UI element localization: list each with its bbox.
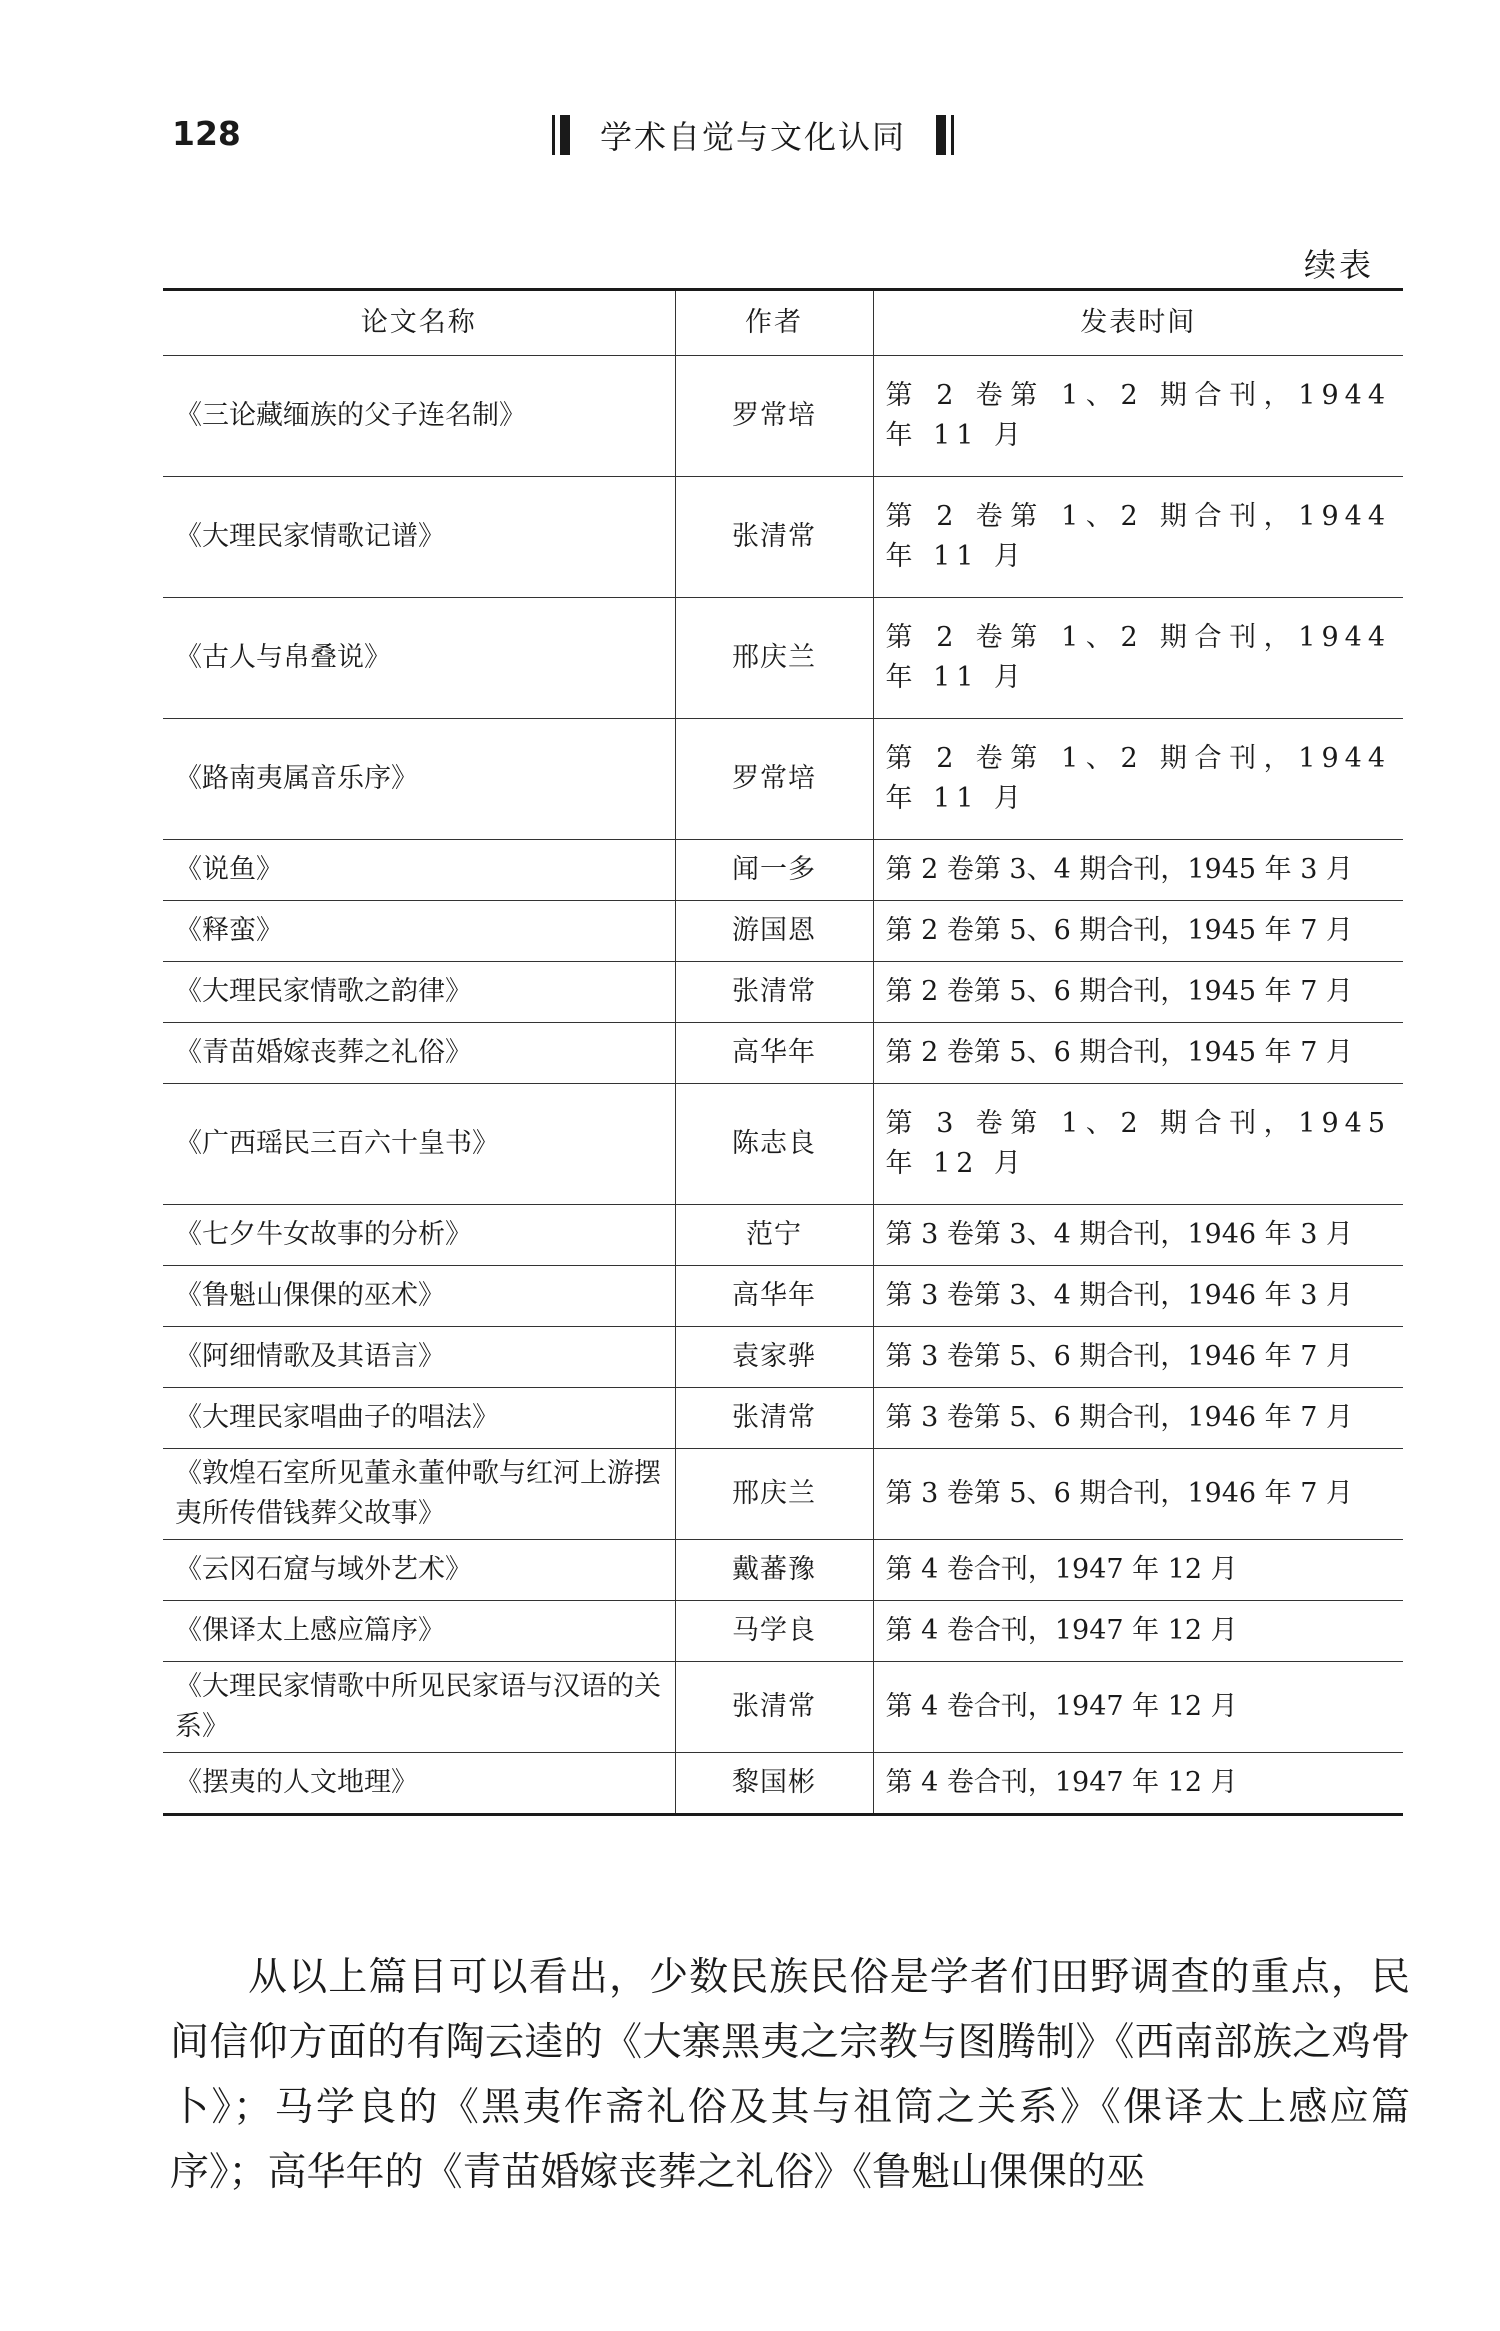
paper-author: 高华年 bbox=[675, 1266, 873, 1327]
paper-title: 《广西瑶民三百六十皇书》 bbox=[163, 1084, 675, 1205]
paper-published: 第 3 卷第 3、4 期合刊，1946 年 3 月 bbox=[873, 1205, 1403, 1266]
running-title: 学术自觉与文化认同 bbox=[600, 118, 907, 156]
paper-title: 《释蛮》 bbox=[163, 901, 675, 962]
table-row bbox=[163, 1388, 1403, 1449]
paper-author: 游国恩 bbox=[675, 901, 873, 962]
paper-published: 第 3 卷第 5、6 期合刊，1946 年 7 月 bbox=[873, 1449, 1403, 1540]
paper-title: 《大理民家情歌记谱》 bbox=[163, 477, 675, 598]
table-row bbox=[163, 1753, 1403, 1815]
paper-author: 罗常培 bbox=[675, 719, 873, 840]
papers-table bbox=[163, 288, 1403, 1816]
paper-author: 邢庆兰 bbox=[675, 1449, 873, 1540]
paper-author: 张清常 bbox=[675, 962, 873, 1023]
column-header-author: 作者 bbox=[675, 290, 873, 356]
paper-author: 黎国彬 bbox=[675, 1753, 873, 1815]
body-paragraph: 从以上篇目可以看出，少数民族民俗是学者们田野调查的重点，民间信仰方面的有陶云逵的《大寨黑夷之宗教与图腾制》《西南部族之鸡骨卜》；马学良的《黑夷作斋礼俗及其与祖筒之关系》《倮译太上感应篇序》；高华年的《青苗婚嫁丧葬之礼俗》《鲁魁山倮倮的巫 bbox=[170, 1955, 1410, 2195]
paper-author: 范宁 bbox=[675, 1205, 873, 1266]
table-row bbox=[163, 1601, 1403, 1662]
paper-title: 《大理民家唱曲子的唱法》 bbox=[163, 1388, 675, 1449]
paper-author: 陈志良 bbox=[675, 1084, 873, 1205]
paper-title: 《路南夷属音乐序》 bbox=[163, 719, 675, 840]
paper-author: 马学良 bbox=[675, 1601, 873, 1662]
paper-author: 闻一多 bbox=[675, 840, 873, 901]
table-row bbox=[163, 840, 1403, 901]
table-row bbox=[163, 962, 1403, 1023]
table-row bbox=[163, 1023, 1403, 1084]
paper-title: 《倮译太上感应篇序》 bbox=[163, 1601, 675, 1662]
table-row bbox=[163, 1540, 1403, 1601]
page-header bbox=[0, 110, 1500, 170]
table-row bbox=[163, 1084, 1403, 1205]
paper-published: 第 2 卷第 1、2 期合刊，1944 年 11 月 bbox=[873, 719, 1403, 840]
running-title-block bbox=[552, 110, 954, 160]
paper-published: 第 2 卷第 5、6 期合刊，1945 年 7 月 bbox=[873, 1023, 1403, 1084]
paper-title: 《古人与帛叠说》 bbox=[163, 598, 675, 719]
table-row bbox=[163, 356, 1403, 477]
table-row bbox=[163, 1662, 1403, 1753]
paper-published: 第 3 卷第 1、2 期合刊，1945 年 12 月 bbox=[873, 1084, 1403, 1205]
table-row bbox=[163, 598, 1403, 719]
paper-published: 第 4 卷合刊，1947 年 12 月 bbox=[873, 1753, 1403, 1815]
column-header-title: 论文名称 bbox=[163, 290, 675, 356]
paper-published: 第 3 卷第 3、4 期合刊，1946 年 3 月 bbox=[873, 1266, 1403, 1327]
paper-published: 第 4 卷合刊，1947 年 12 月 bbox=[873, 1601, 1403, 1662]
paper-author: 张清常 bbox=[675, 1662, 873, 1753]
paper-published: 第 4 卷合刊，1947 年 12 月 bbox=[873, 1662, 1403, 1753]
table-header-row bbox=[163, 290, 1403, 356]
body-text bbox=[170, 1945, 1410, 2205]
table-row bbox=[163, 901, 1403, 962]
table-row bbox=[163, 1449, 1403, 1540]
paper-title: 《鲁魁山倮倮的巫术》 bbox=[163, 1266, 675, 1327]
table-row bbox=[163, 1266, 1403, 1327]
table-row bbox=[163, 1327, 1403, 1388]
paper-author: 罗常培 bbox=[675, 356, 873, 477]
paper-title: 《三论藏缅族的父子连名制》 bbox=[163, 356, 675, 477]
paper-author: 戴蕃豫 bbox=[675, 1540, 873, 1601]
paper-title: 《摆夷的人文地理》 bbox=[163, 1753, 675, 1815]
paper-author: 张清常 bbox=[675, 477, 873, 598]
paper-author: 袁家骅 bbox=[675, 1327, 873, 1388]
paper-author: 张清常 bbox=[675, 1388, 873, 1449]
continued-label: 续表 bbox=[1303, 246, 1374, 284]
table-row bbox=[163, 719, 1403, 840]
right-bars-ornament bbox=[936, 115, 954, 155]
paper-author: 高华年 bbox=[675, 1023, 873, 1084]
paper-title: 《云冈石窟与域外艺术》 bbox=[163, 1540, 675, 1601]
paper-published: 第 2 卷第 1、2 期合刊，1944 年 11 月 bbox=[873, 477, 1403, 598]
paper-title: 《敦煌石室所见董永董仲歌与红河上游摆夷所传借钱葬父故事》 bbox=[163, 1449, 675, 1540]
left-bars-ornament bbox=[552, 115, 570, 155]
paper-published: 第 4 卷合刊，1947 年 12 月 bbox=[873, 1540, 1403, 1601]
paper-title: 《阿细情歌及其语言》 bbox=[163, 1327, 675, 1388]
paper-published: 第 2 卷第 5、6 期合刊，1945 年 7 月 bbox=[873, 962, 1403, 1023]
paper-title: 《七夕牛女故事的分析》 bbox=[163, 1205, 675, 1266]
column-header-published: 发表时间 bbox=[873, 290, 1403, 356]
paper-published: 第 2 卷第 1、2 期合刊，1944 年 11 月 bbox=[873, 356, 1403, 477]
paper-published: 第 2 卷第 1、2 期合刊，1944 年 11 月 bbox=[873, 598, 1403, 719]
paper-author: 邢庆兰 bbox=[675, 598, 873, 719]
paper-title: 《说鱼》 bbox=[163, 840, 675, 901]
paper-published: 第 2 卷第 5、6 期合刊，1945 年 7 月 bbox=[873, 901, 1403, 962]
paper-title: 《大理民家情歌中所见民家语与汉语的关系》 bbox=[163, 1662, 675, 1753]
paper-published: 第 2 卷第 3、4 期合刊，1945 年 3 月 bbox=[873, 840, 1403, 901]
table-row bbox=[163, 477, 1403, 598]
paper-title: 《大理民家情歌之韵律》 bbox=[163, 962, 675, 1023]
paper-published: 第 3 卷第 5、6 期合刊，1946 年 7 月 bbox=[873, 1327, 1403, 1388]
page-number: 128 bbox=[172, 114, 241, 153]
table-row bbox=[163, 1205, 1403, 1266]
paper-title: 《青苗婚嫁丧葬之礼俗》 bbox=[163, 1023, 675, 1084]
paper-published: 第 3 卷第 5、6 期合刊，1946 年 7 月 bbox=[873, 1388, 1403, 1449]
